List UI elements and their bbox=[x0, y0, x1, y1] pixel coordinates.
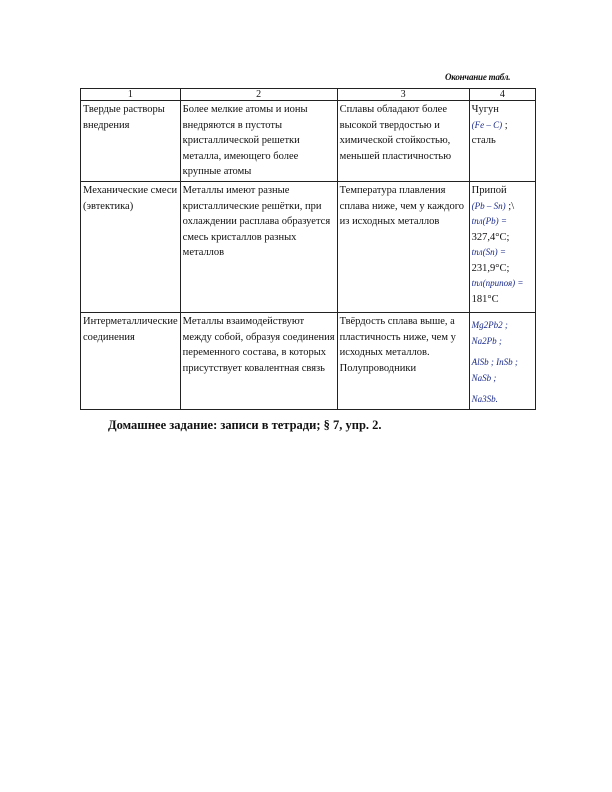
row1-separator: ; bbox=[504, 119, 508, 131]
header-cell-4: 4 bbox=[469, 89, 535, 101]
row2-description: Металлы имеют разные кристаллические решётки, при охлаждении расплава образуется смесь кристаллов разных металлов bbox=[180, 182, 337, 313]
row3-description: Металлы взаимодействуют между собой, образуя соединения переменного состава, в которых присутствует ковалентная связь bbox=[180, 313, 337, 410]
row1-example-steel: сталь bbox=[471, 135, 496, 146]
row3-formula-3: Na3Sb. bbox=[471, 394, 498, 404]
header-cell-1: 1 bbox=[81, 89, 181, 101]
table-row-mechanical-mixtures bbox=[81, 182, 536, 313]
row3-examples bbox=[469, 313, 535, 410]
table-row-intermetallic bbox=[81, 313, 536, 410]
row1-description: Более мелкие атомы и ионы внедряются в пустоты кристаллической решетки металла, имеющего более крупные атомы bbox=[180, 101, 337, 182]
table-caption: Окончание табл. bbox=[445, 72, 511, 82]
row2-value-tpl-solder: 181°C bbox=[471, 293, 499, 305]
alloys-table bbox=[80, 88, 536, 410]
row2-examples bbox=[469, 182, 535, 313]
row2-formula-tpl-solder: tпл(припоя) = bbox=[471, 278, 524, 288]
row2-properties: Температура плавления сплава ниже, чем у каждого из исходных металлов bbox=[337, 182, 469, 313]
row3-type: Интерметаллические соединения bbox=[81, 313, 181, 410]
table-header-row bbox=[81, 89, 536, 101]
row1-example-formula-line bbox=[472, 118, 533, 134]
row1-example-cast-iron: Чугун bbox=[471, 104, 499, 115]
row2-formula-tpl-sn: tпл(Sn) = bbox=[471, 247, 506, 257]
homework-text: Домашнее задание: записи в тетради; § 7, упр. 2. bbox=[108, 418, 382, 432]
header-cell-2: 2 bbox=[180, 89, 337, 101]
row2-separator: ;\ bbox=[508, 200, 515, 212]
row3-formula-1: Mg2Pb2 ; Na2Pb ; bbox=[471, 320, 508, 346]
table-row-solid-solutions bbox=[81, 101, 536, 182]
row2-formula-tpl-pb: tпл(Pb) = bbox=[471, 216, 507, 226]
row2-type: Механические смеси (эвтектика) bbox=[81, 182, 181, 313]
row3-properties: Твёрдость сплава выше, а пластичность ниже, чем у исходных металлов. Полупроводники bbox=[337, 313, 469, 410]
row3-formula-2: AlSb ; InSb ; NaSb ; bbox=[471, 357, 518, 383]
row2-formula-pb-sn: (Pb – Sn) bbox=[471, 200, 506, 211]
row1-type: Твердые растворы внедрения bbox=[81, 101, 181, 182]
row1-properties: Сплавы обладают более высокой твердостью и химической стойкостью, меньшей пластичностью bbox=[337, 101, 469, 182]
row1-examples bbox=[469, 101, 535, 182]
header-cell-3: 3 bbox=[337, 89, 469, 101]
row2-value-tpl-pb: 327,4°C; bbox=[471, 231, 510, 243]
row1-formula-fe-c: (Fe – C) bbox=[471, 119, 503, 130]
row2-example-solder: Припой bbox=[471, 185, 507, 196]
row2-value-tpl-sn: 231,9°C; bbox=[471, 262, 510, 274]
row2-formula-line bbox=[472, 199, 533, 215]
